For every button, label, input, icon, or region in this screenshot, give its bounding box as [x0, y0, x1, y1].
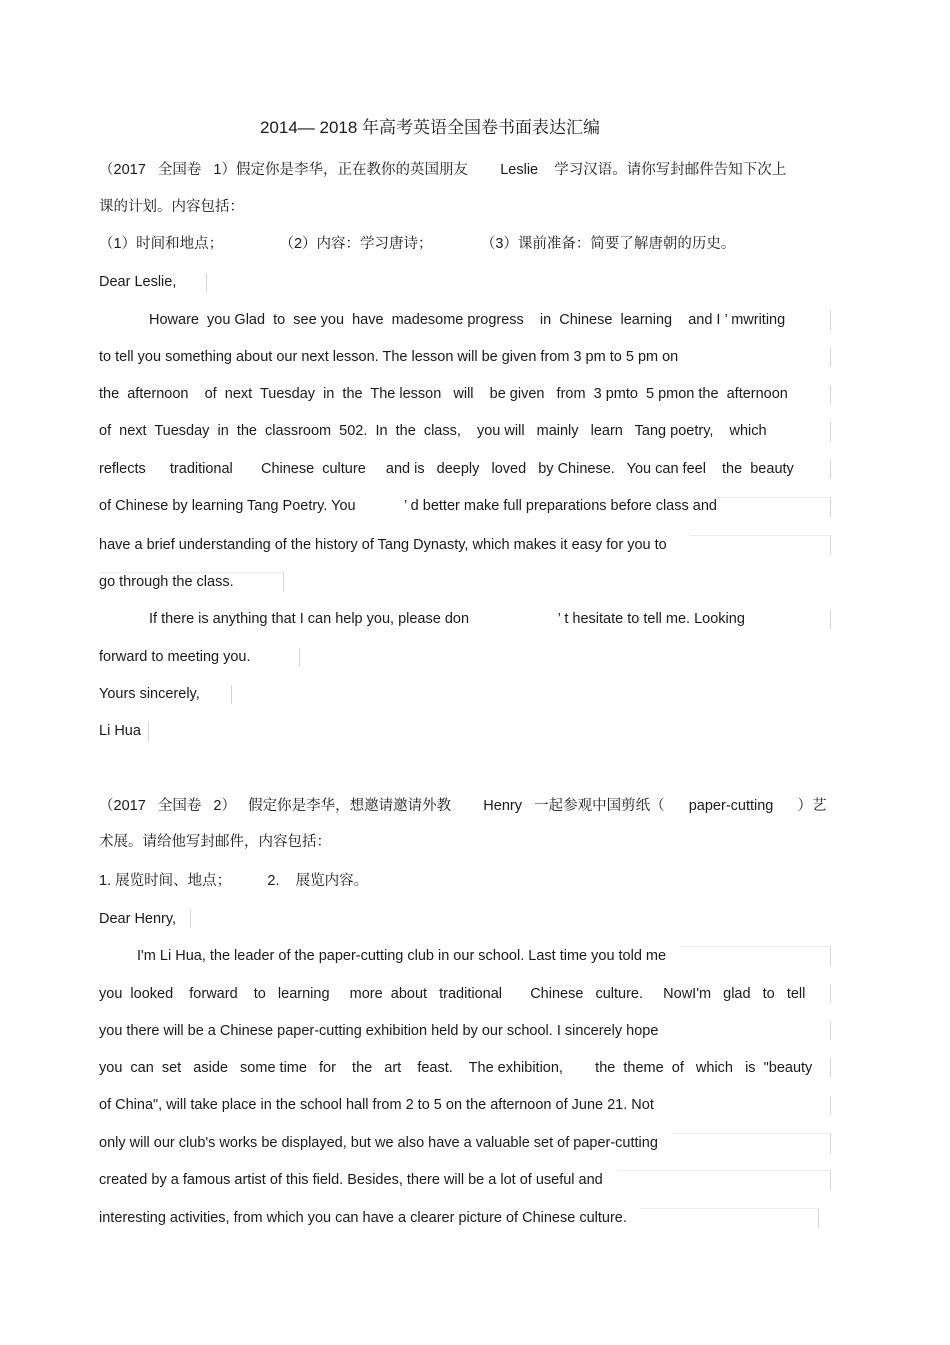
divider — [99, 572, 284, 592]
letter1-line: to tell you something about our next lesson. The lesson will be given from 3 pm to 5 pm on — [99, 349, 679, 365]
letter2-line: only will our club's works be displayed, but we also have a valuable set of paper-cutting — [99, 1135, 658, 1151]
letter1-line: of Chinese by learning Tang Poetry. You ’ d better make full preparations before class and — [99, 498, 717, 514]
letter1-line: Howare you Glad to see you have madesome progress in Chinese learning and I ’ mwriting — [149, 312, 786, 328]
letter2-line: of China", will take place in the school hall from 2 to 5 on the afternoon of June 21. Not — [99, 1097, 654, 1113]
section1-prompt-line2: 课的计划。内容包括： — [99, 199, 244, 215]
divider — [830, 1021, 831, 1040]
divider — [690, 535, 831, 555]
divider — [700, 497, 831, 517]
letter1-line: reflects traditional Chinese culture and is deeply loved by Chinese. You can feel the beauty — [99, 461, 794, 477]
letter2-line: you there will be a Chinese paper-cutting exhibition held by our school. I sincerely hope — [99, 1023, 659, 1039]
divider — [148, 722, 149, 741]
divider — [830, 311, 831, 330]
letter1-closing: Yours sincerely, — [99, 686, 200, 702]
divider — [190, 909, 191, 928]
letter1-line: go through the class. — [99, 574, 234, 590]
divider — [830, 348, 831, 367]
divider — [830, 422, 831, 441]
divider — [830, 984, 831, 1003]
section1-greeting: Dear Leslie, — [99, 274, 177, 290]
section2-prompt-line2: 术展。请给他写封邮件，内容包括： — [99, 834, 331, 850]
section1-prompt-line1: （2017 全国卷 1）假定你是李华，正在教你的英国朋友 Leslie 学习汉语。请你写封邮件告知下次上 — [99, 162, 787, 178]
divider — [640, 1208, 819, 1228]
divider — [830, 460, 831, 479]
divider — [830, 610, 831, 629]
section1-requirements: （1）时间和地点； （2）内容：学习唐诗； （3）课前准备：简要了解唐朝的历史。 — [99, 236, 736, 252]
letter1-line: have a brief understanding of the history of Tang Dynasty, which makes it easy for you to — [99, 537, 667, 553]
divider — [617, 1170, 831, 1190]
divider — [830, 1058, 831, 1077]
divider — [830, 385, 831, 404]
divider — [231, 685, 232, 704]
divider — [680, 946, 831, 966]
letter1-line: the afternoon of next Tuesday in the The lesson will be given from 3 pmto 5 pmon the afternoon — [99, 386, 788, 402]
section2-greeting: Dear Henry, — [99, 911, 177, 927]
document-title: 2014— 2018 年高考英语全国卷书面表达汇编 — [259, 118, 601, 137]
letter2-line: interesting activities, from which you can have a clearer picture of Chinese culture. — [99, 1210, 627, 1226]
section2-requirements: 1. 展览时间、地点； 2. 展览内容。 — [99, 873, 369, 889]
divider — [672, 1133, 831, 1153]
letter2-line: you looked forward to learning more about traditional Chinese culture. NowI'm glad to tell — [99, 986, 806, 1002]
letter1-line: of next Tuesday in the classroom 502. In the class, you will mainly learn Tang poetry, which — [99, 423, 767, 439]
divider — [206, 273, 207, 292]
divider — [830, 1096, 831, 1115]
letter2-line: you can set aside some time for the art feast. The exhibition, the theme of which is "beauty — [99, 1060, 813, 1076]
letter1-line: forward to meeting you. — [99, 649, 251, 665]
letter1-line: If there is anything that I can help you, please don ’ t hesitate to tell me. Looking — [149, 611, 745, 627]
letter1-signature: Li Hua — [99, 723, 141, 739]
divider — [299, 648, 300, 667]
letter2-line: created by a famous artist of this field. Besides, there will be a lot of useful and — [99, 1172, 603, 1188]
letter2-line: I'm Li Hua, the leader of the paper-cutting club in our school. Last time you told me — [137, 948, 667, 964]
section2-prompt-line1: （2017 全国卷 2） 假定你是李华，想邀请邀请外教 Henry 一起参观中国剪纸（ paper-cutting ）艺 — [99, 798, 827, 814]
